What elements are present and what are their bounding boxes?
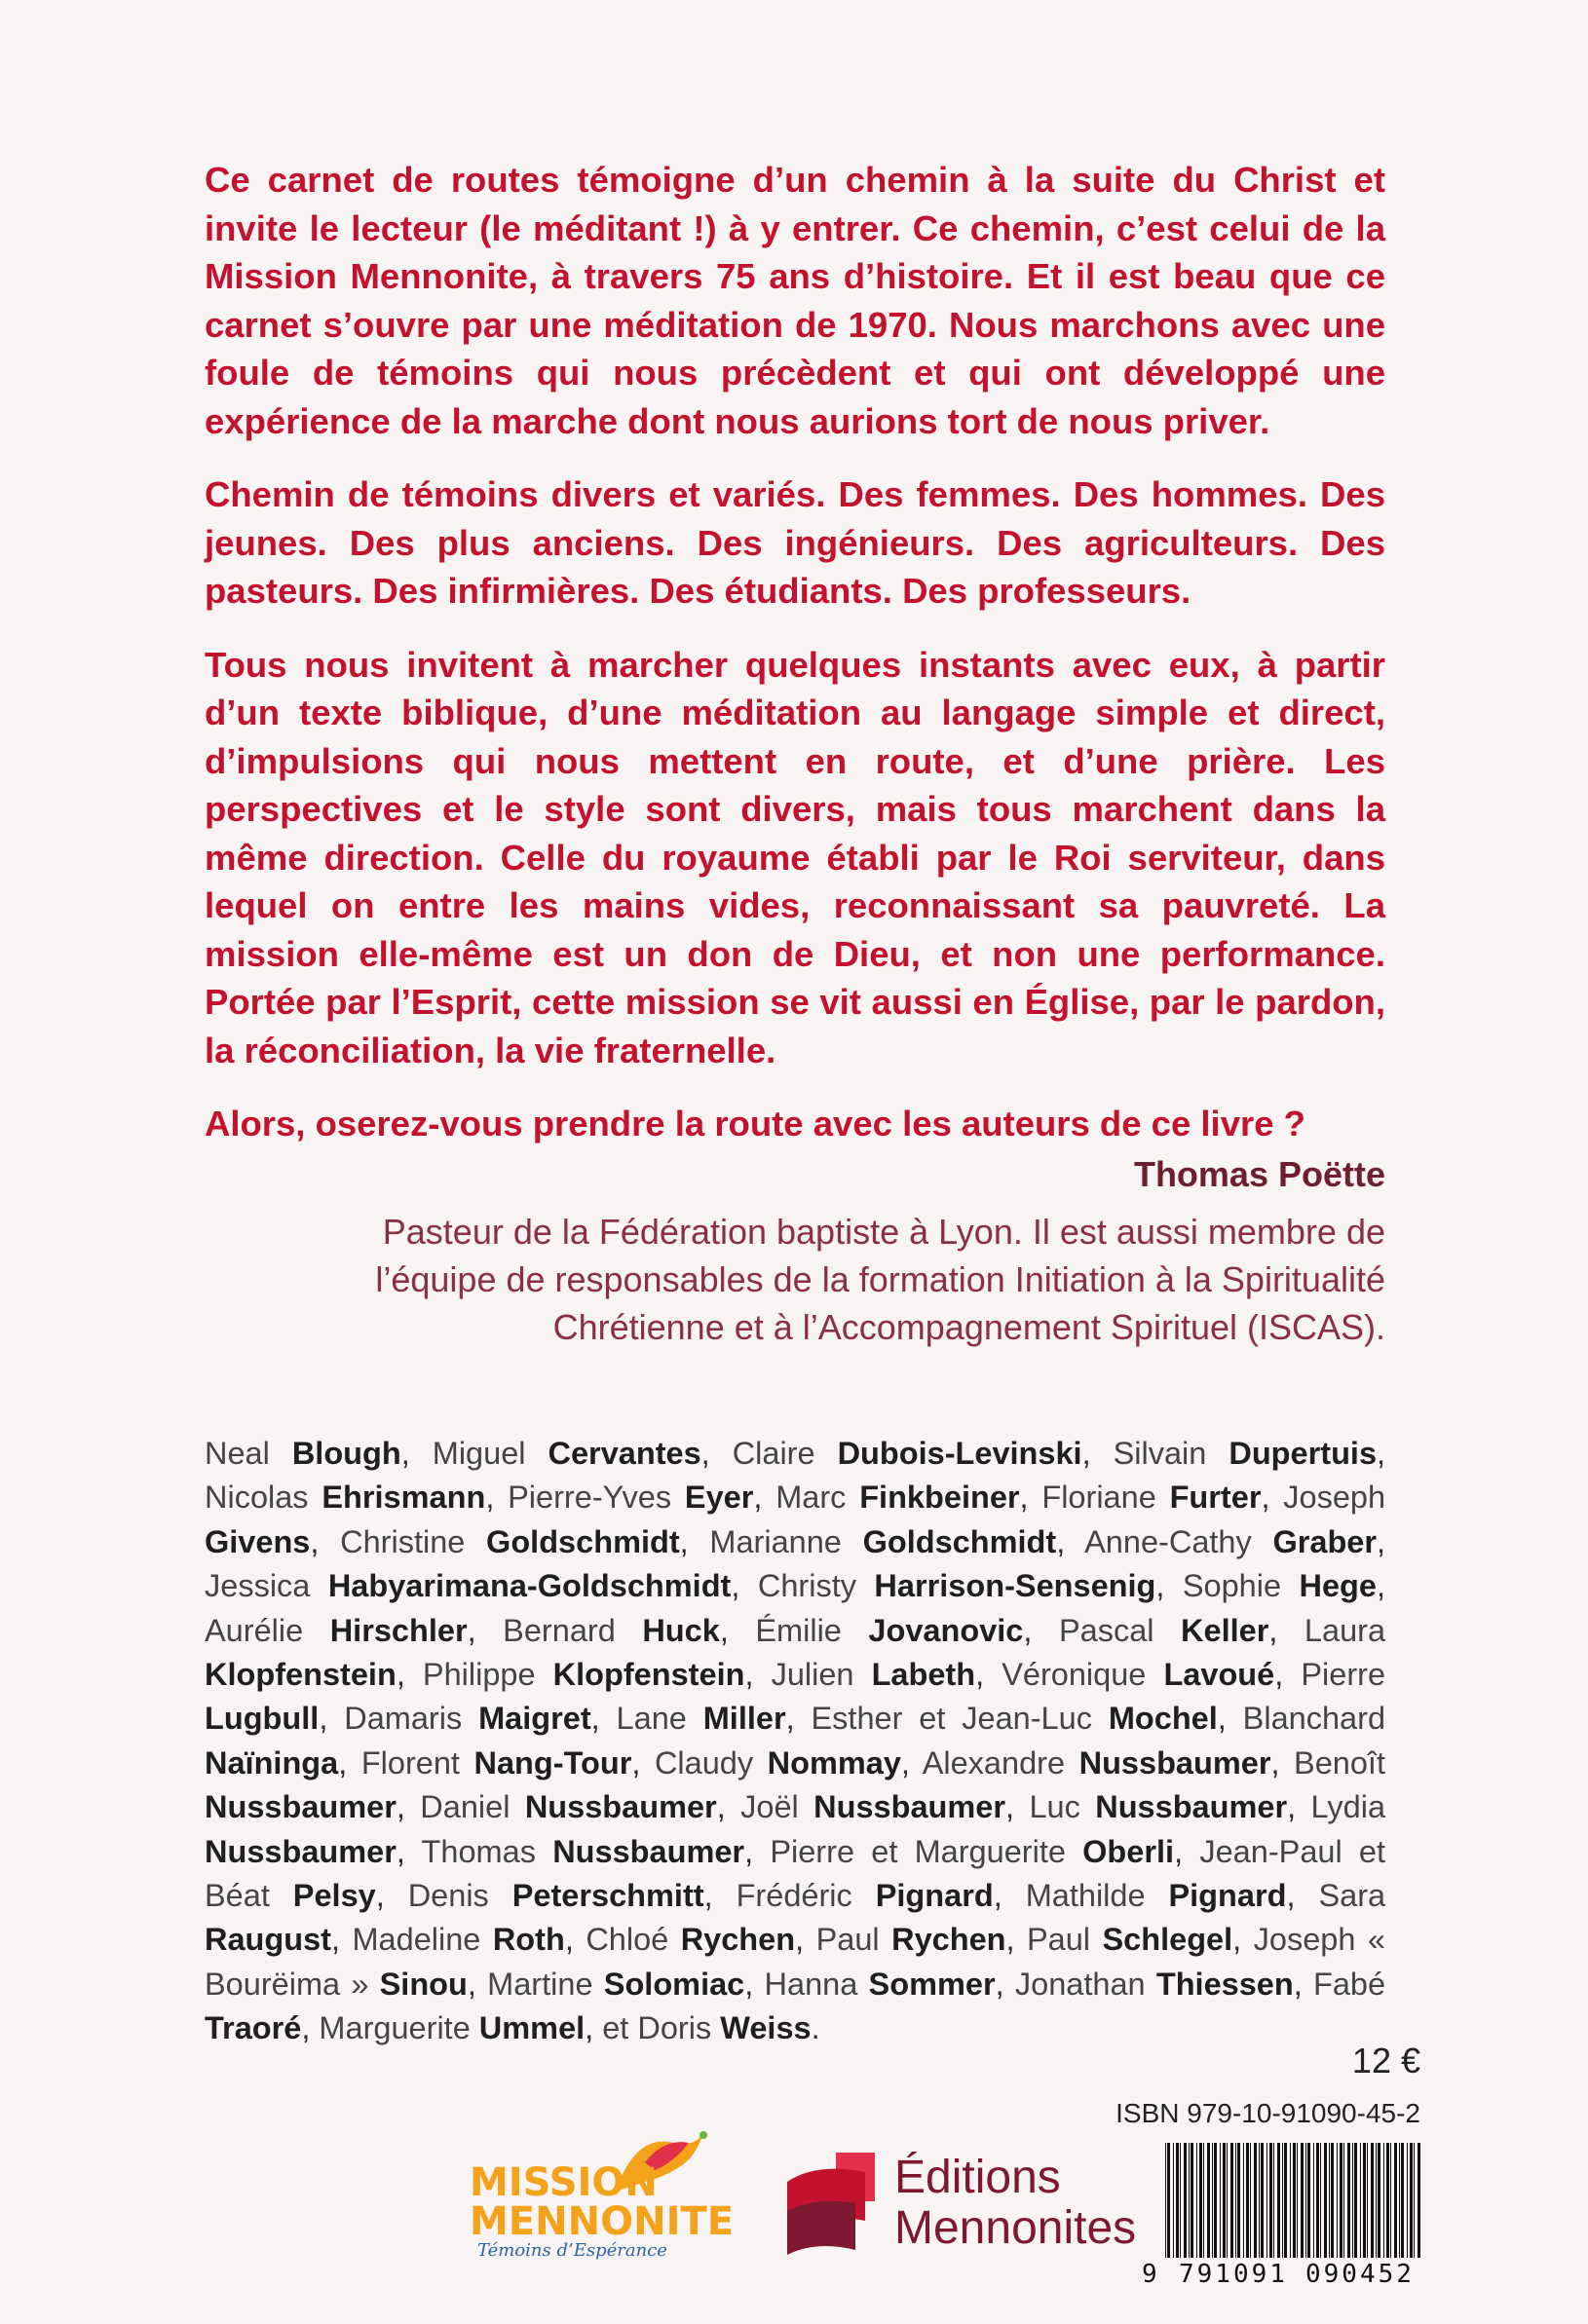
contributor-last-name: Oberli <box>1082 1833 1175 1869</box>
barcode-bar <box>1284 2143 1287 2258</box>
contributor-first-name: Sara <box>1318 1878 1386 1914</box>
contributor-last-name: Ehrismann <box>321 1480 486 1516</box>
editions-mennonites-logo <box>777 2133 1137 2269</box>
barcode-bar <box>1176 2143 1179 2258</box>
contributor-last-name: Klopfenstein <box>552 1657 745 1693</box>
contributor-first-name: Neal <box>205 1436 270 1471</box>
contributor-first-name: Fabé <box>1313 1966 1386 2002</box>
editions-logo-line2: Mennonites <box>894 2202 1137 2254</box>
barcode-bar <box>1230 2143 1233 2258</box>
contributor-last-name: Hege <box>1299 1568 1377 1604</box>
barcode-bar <box>1418 2143 1420 2258</box>
contributor-item <box>709 1524 1056 1559</box>
contributor-item <box>340 1524 680 1559</box>
barcode-bar <box>1220 2143 1221 2258</box>
contributor-first-name: Martine <box>487 1966 593 2002</box>
barcode-bar <box>1305 2143 1306 2258</box>
contributor-item <box>923 1745 1271 1780</box>
barcode-bar <box>1261 2143 1264 2258</box>
barcode-bar <box>1259 2143 1260 2258</box>
contributor-item <box>770 1834 1174 1869</box>
contributor-first-name: Joseph « Bourëima » <box>205 1922 1385 2002</box>
barcode-right-digits: 090452 <box>1305 2260 1415 2289</box>
barcode-bar <box>1207 2143 1210 2258</box>
contributor-last-name: Dupertuis <box>1229 1436 1378 1471</box>
barcode-bar <box>1191 2143 1193 2258</box>
contributor-first-name: Paul <box>815 1922 880 1958</box>
barcode-bar <box>1360 2143 1361 2258</box>
barcode-left-digits: 791091 <box>1179 2260 1288 2289</box>
barcode-bar <box>1343 2143 1344 2258</box>
contributor-last-name: Hirschler <box>329 1612 468 1648</box>
barcode-bar <box>1354 2143 1357 2258</box>
contributor-item <box>775 1480 1019 1515</box>
contributor-last-name: Klopfenstein <box>205 1657 397 1693</box>
barcode-bar <box>1414 2143 1415 2258</box>
barcode-bar <box>1331 2143 1334 2258</box>
contributor-first-name: Jessica <box>205 1568 311 1604</box>
contributor-first-name: Jonathan <box>1014 1966 1146 2002</box>
contributor-last-name: Ummel <box>478 2010 586 2046</box>
barcode-bar <box>1293 2143 1296 2258</box>
contributor-first-name: Lane <box>616 1701 687 1737</box>
barcode-bar <box>1269 2143 1272 2258</box>
contributor-item <box>205 1480 485 1515</box>
contributor-first-name: Miguel <box>432 1436 526 1471</box>
contributor-item <box>655 1745 901 1780</box>
contributor-item <box>503 1613 720 1648</box>
contributor-first-name: Jean-Paul et Béat <box>205 1833 1386 1914</box>
barcode-bar <box>1401 2143 1404 2258</box>
barcode-bar <box>1399 2143 1400 2258</box>
contributor-first-name: Aurélie <box>205 1612 304 1648</box>
contributor-item <box>508 1480 753 1515</box>
contributor-first-name: Denis <box>407 1878 489 1914</box>
barcode-bar <box>1383 2143 1384 2258</box>
mission-logo-line1: MISSION <box>470 2160 658 2205</box>
contributor-first-name: Claire <box>732 1436 815 1471</box>
contributor-item <box>765 1967 996 2002</box>
blurb-paragraph-1: Ce carnet de routes témoigne d’un chemin à la suite du Christ et invite le lecteur (le méditant !) à y entrer. Ce chemin, c’est celui de la Mission Mennonite, à travers 75 ans d’histoire. Et il est beau que ce carnet s’ouvre par une méditation de 1970. Nous marchons avec une foule de témoins qui nous précèdent et qui ont développé une expérience de la marche dont nous aurions tort de nous priver. <box>205 160 1385 441</box>
contributor-item <box>1002 1657 1274 1692</box>
barcode-bar <box>1184 2143 1187 2258</box>
barcode-bar <box>1297 2143 1298 2258</box>
barcode-bar <box>1371 2143 1374 2258</box>
barcode-bar <box>1329 2143 1330 2258</box>
contributor-first-name: Christine <box>340 1523 466 1559</box>
contributor-first-name: Paul <box>1026 1922 1091 1958</box>
barcode-bar <box>1235 2143 1236 2258</box>
contributor-last-name: Nussbaumer <box>205 1789 397 1825</box>
contributor-first-name: Philippe <box>422 1657 536 1693</box>
contributor-first-name: Chloé <box>586 1922 669 1958</box>
barcode-bar <box>1167 2143 1170 2258</box>
contributor-last-name: Miller <box>702 1701 786 1737</box>
contributor-first-name: Pierre <box>1301 1657 1386 1693</box>
contributor-last-name: Givens <box>205 1523 311 1559</box>
contributor-first-name: Florent <box>360 1744 460 1780</box>
contributor-last-name: Harrison-Sensenig <box>874 1568 1156 1604</box>
contributor-last-name: Nussbaumer <box>524 1789 717 1825</box>
contributor-first-name: Luc <box>1029 1789 1080 1825</box>
contributor-item <box>772 1657 976 1692</box>
contributor-item <box>1027 1922 1232 1957</box>
contributor-last-name: Thiessen <box>1155 1966 1294 2002</box>
contributor-item <box>205 1568 731 1603</box>
barcode-bar <box>1189 2143 1190 2258</box>
contributor-last-name: Eyer <box>684 1480 754 1516</box>
contributor-last-name: Jovanovic <box>868 1612 1024 1648</box>
contributor-item <box>737 1878 994 1913</box>
contributor-first-name: Alexandre <box>922 1744 1066 1780</box>
contributor-item <box>586 1922 795 1957</box>
contributor-last-name: Blough <box>291 1436 401 1471</box>
contributor-first-name: Pierre et Marguerite <box>770 1833 1066 1869</box>
barcode-bar <box>1340 2143 1342 2258</box>
contributor-first-name: Joseph <box>1283 1480 1386 1516</box>
contributor-first-name: Blanchard <box>1242 1701 1386 1737</box>
contributor-first-name: Silvain <box>1113 1436 1207 1471</box>
contributor-item <box>1059 1613 1268 1648</box>
contributor-item <box>1183 1568 1377 1603</box>
contributors-list: Neal Blough, Miguel Cervantes, Claire Dubois-Levinski, Silvain Dupertuis, Nicolas Ehrismann, Pierre-Yves Eyer, Marc Finkbeiner, Floriane Furter, Joseph Givens, Christine Goldschmidt, Marianne Goldschmidt, Anne-Cathy Graber, Jessica Habyarimana-Goldschmidt, Christy Harrison-Sensenig, Sophie Hege, Aurélie Hirschler, Bernard Huck, Émilie Jovanovic, Pascal Keller, Laura Klopfenstein, Philippe Klopfenstein, Julien Labeth, Véronique Lavoué, Pierre Lugbull, Damaris Maigret, Lane Miller, Esther et Jean-Luc Mochel, Blanchard Naïninga, Florent Nang-Tour, Claudy Nommay, Alexandre Nussbaumer, Benoît Nussbaumer, Daniel Nussbaumer, Joël Nussbaumer, Luc Nussbaumer, Lydia Nussbaumer, Thomas Nussbaumer, Pierre et Marguerite Oberli, Jean-Paul et Béat Pelsy, Denis Peterschmitt, Frédéric Pignard, Mathilde Pignard, Sara Raugust, Madeline Roth, Chloé Rychen, Paul Rychen, Paul Schlegel, Joseph « Bourëima » Sinou, Martine Solomiac, Hanna Sommer, Jonathan Thiessen, Fabé Traoré, Marguerite Ummel, et Doris Weiss. <box>205 1436 1386 2046</box>
contributor-item <box>422 1834 745 1869</box>
contributor-last-name: Furter <box>1169 1480 1262 1516</box>
contributor-item <box>1026 1878 1287 1913</box>
contributor-last-name: Pignard <box>875 1878 994 1914</box>
contributor-item <box>319 2010 585 2045</box>
barcode-lead-digit: 9 <box>1142 2260 1160 2289</box>
barcode-bar <box>1386 2143 1389 2258</box>
contributor-first-name: Damaris <box>344 1701 463 1737</box>
contributor-last-name: Schlegel <box>1102 1922 1233 1958</box>
contributor-first-name: Pierre-Yves <box>508 1480 672 1516</box>
contributor-item <box>423 1657 745 1692</box>
contributor-item <box>617 1701 786 1736</box>
contributor-last-name: Labeth <box>871 1657 976 1693</box>
contributor-last-name: Goldschmidt <box>862 1523 1057 1559</box>
contributor-last-name: Graber <box>1272 1523 1378 1559</box>
contributor-last-name: Pelsy <box>292 1878 376 1914</box>
contributor-first-name: Marianne <box>709 1523 842 1559</box>
contributor-first-name: Émilie <box>755 1612 842 1648</box>
contributor-last-name: Solomiac <box>603 1966 745 2002</box>
contributor-first-name: Laura <box>1304 1612 1386 1648</box>
contributor-last-name: Nussbaumer <box>205 1833 397 1869</box>
contributor-last-name: Finkbeiner <box>859 1480 1020 1516</box>
barcode-bar <box>1363 2143 1366 2258</box>
mission-logo-tagline: Témoins d’Espérance <box>477 2240 667 2261</box>
contributor-item <box>344 1701 590 1736</box>
preface-author-bio: Pasteur de la Fédération baptiste à Lyon. Il est aussi membre de l’équipe de responsables de la formation Initiation à la Spiritualité Chrétienne et à l’Accompagnement Spirituel (ISCAS). <box>375 1212 1385 1347</box>
contributor-first-name: Anne-Cathy <box>1084 1523 1252 1559</box>
barcode-bar <box>1390 2143 1391 2258</box>
barcode-bar <box>1243 2143 1244 2258</box>
contributor-last-name: Rychen <box>680 1922 796 1958</box>
contributor-last-name: Roth <box>492 1922 565 1958</box>
contributor-first-name: Mathilde <box>1025 1878 1146 1914</box>
contributor-first-name: Nicolas <box>205 1480 309 1516</box>
contributor-item <box>758 1568 1156 1603</box>
contributor-item <box>740 1789 1005 1824</box>
barcode-bar <box>1227 2143 1228 2258</box>
barcode-bar <box>1378 2143 1380 2258</box>
contributor-item <box>408 1878 704 1913</box>
contributor-first-name: Marguerite <box>319 2010 471 2046</box>
contributor-last-name: Nommay <box>767 1744 901 1780</box>
barcode-bar <box>1254 2143 1257 2258</box>
contributor-last-name: Raugust <box>205 1922 331 1958</box>
barcode-bar <box>1376 2143 1377 2258</box>
barcode-bar <box>1173 2143 1174 2258</box>
contributor-first-name: Bernard <box>503 1612 616 1648</box>
contributor-first-name: Benoît <box>1294 1744 1385 1780</box>
barcode-bar <box>1407 2143 1408 2258</box>
contributor-last-name: Habyarimana-Goldschmidt <box>327 1568 732 1604</box>
contributor-last-name: Dubois-Levinski <box>837 1436 1082 1471</box>
barcode-bar <box>1246 2143 1249 2258</box>
isbn-label: ISBN 979-10-91090-45-2 <box>1115 2098 1420 2128</box>
isbn-barcode <box>1165 2143 1420 2269</box>
barcode-bar <box>1320 2143 1321 2258</box>
barcode-bar <box>1394 2143 1397 2258</box>
contributor-item <box>755 1613 1023 1648</box>
contributor-item <box>487 1967 744 2002</box>
contributor-item <box>205 1613 468 1648</box>
contributor-last-name: Sinou <box>379 1966 468 2002</box>
contributor-item <box>812 1701 1218 1736</box>
contributor-first-name: Julien <box>771 1657 854 1693</box>
barcode-bar <box>1180 2143 1181 2258</box>
price-label: 12 € <box>1351 2041 1420 2080</box>
contributor-item <box>420 1789 716 1824</box>
barcode-bar <box>1223 2143 1226 2258</box>
contributor-last-name: Sommer <box>868 1966 996 2002</box>
barcode-bar <box>1199 2143 1202 2258</box>
barcode-bar <box>1410 2143 1413 2258</box>
contributor-first-name: Christy <box>757 1568 856 1604</box>
contributor-first-name: Sophie <box>1182 1568 1282 1604</box>
contributor-last-name: Keller <box>1181 1612 1269 1648</box>
contributor-item <box>361 1745 632 1780</box>
contributor-last-name: Huck <box>642 1612 720 1648</box>
contributor-item <box>1114 1436 1377 1471</box>
contributor-first-name: Véronique <box>1002 1657 1147 1693</box>
contributor-last-name: Maigret <box>478 1701 591 1737</box>
contributor-last-name: Nussbaumer <box>1095 1789 1288 1825</box>
barcode-bar <box>1196 2143 1197 2258</box>
contributor-last-name: Traoré <box>205 2010 302 2046</box>
barcode-bar <box>1313 2143 1314 2258</box>
contributor-last-name: Rychen <box>891 1922 1006 1958</box>
barcode-bar <box>1316 2143 1319 2258</box>
barcode-bar <box>1212 2143 1213 2258</box>
contributor-last-name: Goldschmidt <box>486 1523 680 1559</box>
contributor-item <box>1084 1524 1377 1559</box>
barcode-bar <box>1203 2143 1204 2258</box>
barcode-bar <box>1347 2143 1350 2258</box>
contributor-first-name: Madeline <box>352 1922 481 1958</box>
barcode-bar <box>1337 2143 1338 2258</box>
contributor-first-name: Esther et Jean-Luc <box>811 1701 1092 1737</box>
contributor-item <box>433 1436 701 1471</box>
barcode-bar <box>1273 2143 1274 2258</box>
contributor-item <box>1015 1967 1294 2002</box>
blurb-paragraph-3: Tous nous invitent à marcher quelques instants avec eux, à partir d’un texte biblique, d’une méditation au langage simple et direct, d’impulsions qui nous mettent en route, et d’une prière. Les perspectives et le style sont divers, mais tous marchent dans la même direction. Celle du royaume établi par le Roi serviteur, dans lequel on entre les mains vides, reconnaissant sa pauvreté. La mission elle-même est un don de Dieu, et non une performance. Portée par l’Esprit, cette mission se vit aussi en Église, par le pardon, la réconciliation, la vie fraternelle. <box>205 644 1385 1070</box>
barcode-bar <box>1165 2143 1166 2258</box>
contributor-last-name: Mochel <box>1108 1701 1218 1737</box>
blurb-paragraph-4: Alors, oserez-vous prendre la route avec les auteurs de ce livre ? <box>205 1104 1305 1143</box>
contributor-first-name: Pascal <box>1058 1612 1154 1648</box>
barcode-bar <box>1352 2143 1353 2258</box>
contributor-last-name: Nang-Tour <box>473 1744 632 1780</box>
contributor-first-name: et Doris <box>602 2010 712 2046</box>
contributor-item <box>1041 1480 1261 1515</box>
contributor-first-name: Claudy <box>654 1744 754 1780</box>
blurb-paragraph-2: Chemin de témoins divers et variés. Des femmes. Des hommes. Des jeunes. Des plus anciens. Des ingénieurs. Des agriculteurs. Des pasteurs. Des infirmières. Des étudiants. Des professeurs. <box>205 474 1385 611</box>
preface-author-name: Thomas Poëtte <box>1133 1154 1385 1194</box>
barcode-bar <box>1237 2143 1240 2258</box>
contributor-last-name: Weiss <box>720 2010 812 2046</box>
barcode-bar <box>1367 2143 1368 2258</box>
contributor-first-name: Frédéric <box>736 1878 852 1914</box>
barcode-bar <box>1290 2143 1291 2258</box>
contributor-first-name: Marc <box>775 1480 847 1516</box>
barcode-bar <box>1214 2143 1217 2258</box>
contributor-item <box>602 2010 811 2045</box>
contributor-item <box>816 1922 1006 1957</box>
contributor-last-name: Nussbaumer <box>1078 1744 1271 1780</box>
contributor-first-name: Thomas <box>421 1833 536 1869</box>
barcode-bar <box>1277 2143 1280 2258</box>
book-pages-icon <box>777 2143 885 2260</box>
mission-logo-line2: MENNONITE <box>470 2199 735 2244</box>
contributor-last-name: Naïninga <box>205 1744 339 1780</box>
contributor-first-name: Daniel <box>420 1789 510 1825</box>
contributor-last-name: Cervantes <box>548 1436 701 1471</box>
barcode-bar <box>1307 2143 1310 2258</box>
back-cover-blurb <box>205 156 1385 1174</box>
barcode-bar <box>1282 2143 1283 2258</box>
editions-logo-line1: Éditions <box>894 2152 1061 2203</box>
contributor-item <box>205 1436 401 1471</box>
contributor-last-name: Nussbaumer <box>552 1833 745 1869</box>
contributor-item <box>352 1922 564 1957</box>
contributor-first-name: Lydia <box>1310 1789 1386 1825</box>
contributor-last-name: Lavoué <box>1163 1657 1275 1693</box>
barcode-bar <box>1301 2143 1304 2258</box>
contributor-first-name: Floriane <box>1041 1480 1156 1516</box>
contributor-last-name: Pignard <box>1168 1878 1287 1914</box>
contributor-first-name: Hanna <box>764 1966 858 2002</box>
mission-mennonite-logo <box>470 2123 735 2261</box>
contributor-item <box>733 1436 1082 1471</box>
barcode-bar <box>1324 2143 1327 2258</box>
contributor-last-name: Lugbull <box>205 1701 320 1737</box>
contributor-first-name: Joël <box>740 1789 799 1825</box>
contributor-item <box>1029 1789 1287 1824</box>
contributor-last-name: Peterschmitt <box>511 1878 704 1914</box>
barcode-bar <box>1250 2143 1251 2258</box>
contributor-last-name: Nussbaumer <box>813 1789 1006 1825</box>
